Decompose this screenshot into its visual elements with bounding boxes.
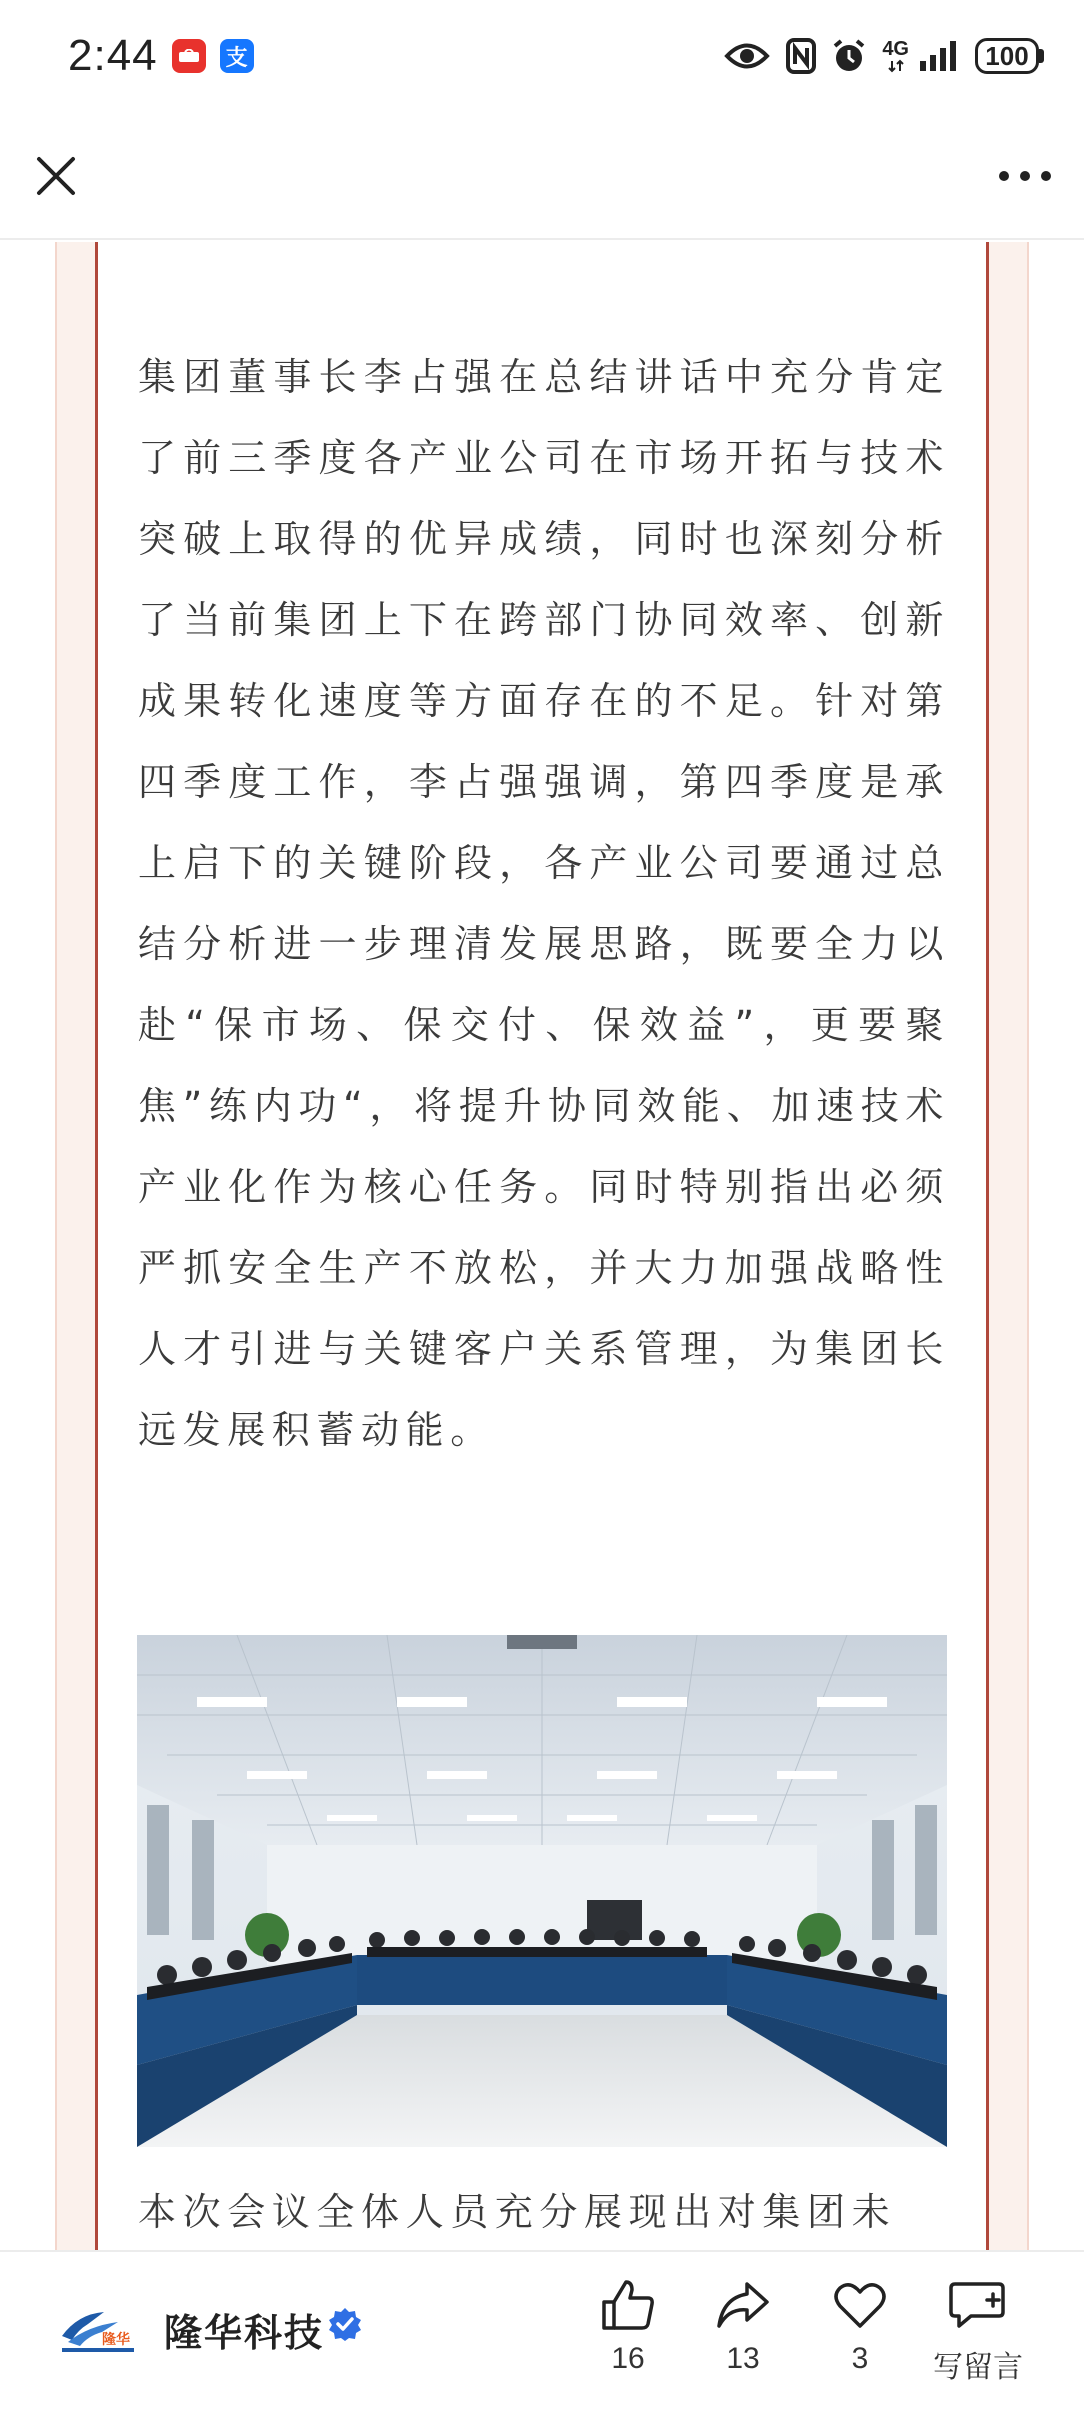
share-icon	[715, 2278, 771, 2332]
comment-add-icon	[949, 2278, 1007, 2332]
logo-text: 隆华	[102, 2332, 130, 2348]
like-button[interactable]	[573, 2278, 683, 2376]
article-paragraph-2: 本次会议全体人员充分展现出对集团未	[138, 2190, 897, 2234]
alarm-icon	[832, 38, 866, 74]
battery-indicator	[975, 38, 1044, 74]
more-icon	[997, 169, 1053, 183]
thumbs-up-icon	[600, 2278, 656, 2332]
article-paragraph-1: 集团董事长李占强在总结讲话中充分肯定了前三季度各产业公司在市场开拓与技术突破上取得的优异成绩，同时也深刻分析了当前集团上下在跨部门协同效率、创新成果转化速度等方面存在的不足。针对第四季度工作，李占强强调，第四季度是承上启下的关键阶段，各产业公司要通过总结分析进一步理清发展思路，既要全力以赴“保市场、保交付、保效益”，更要聚焦”练内功“，将提升协同效能、加速技术产业化作为核心任务。同时特别指出必须严抓安全生产不放松，并大力加强战略性人才引进与关键客户关系管理，为集团长远发展积蓄动能。	[138, 355, 950, 1452]
more-button[interactable]	[990, 148, 1060, 204]
alipay-icon: 支	[220, 39, 254, 73]
heart-icon	[832, 2278, 888, 2332]
status-time: 2:44	[68, 31, 158, 80]
brand-logo[interactable]	[58, 2304, 138, 2354]
write-comment-button[interactable]	[922, 2278, 1034, 2386]
nfc-icon	[786, 38, 816, 74]
nav-bar	[0, 112, 1084, 240]
close-icon	[35, 155, 77, 197]
eye-icon	[724, 41, 770, 71]
signal-icon	[919, 39, 959, 73]
bottom-action-bar	[0, 2250, 1084, 2412]
brand-name[interactable]: 隆华科技	[164, 2311, 325, 2355]
article-content[interactable]	[0, 242, 1084, 2250]
favorite-button[interactable]	[805, 2278, 915, 2376]
network-label: 4G	[882, 38, 909, 60]
share-button[interactable]	[688, 2278, 798, 2376]
favorite-count: 3	[851, 2342, 869, 2375]
huawei-app-icon	[172, 39, 206, 73]
battery-level: 100	[975, 38, 1039, 74]
like-count: 16	[611, 2342, 645, 2375]
article-photo[interactable]	[137, 1635, 947, 2147]
comment-label: 写留言	[933, 2350, 1023, 2385]
close-button[interactable]	[28, 148, 84, 204]
verified-badge-icon	[327, 2306, 363, 2342]
share-count: 13	[726, 2342, 760, 2375]
network-indicator	[882, 39, 909, 73]
status-bar	[0, 0, 1084, 112]
